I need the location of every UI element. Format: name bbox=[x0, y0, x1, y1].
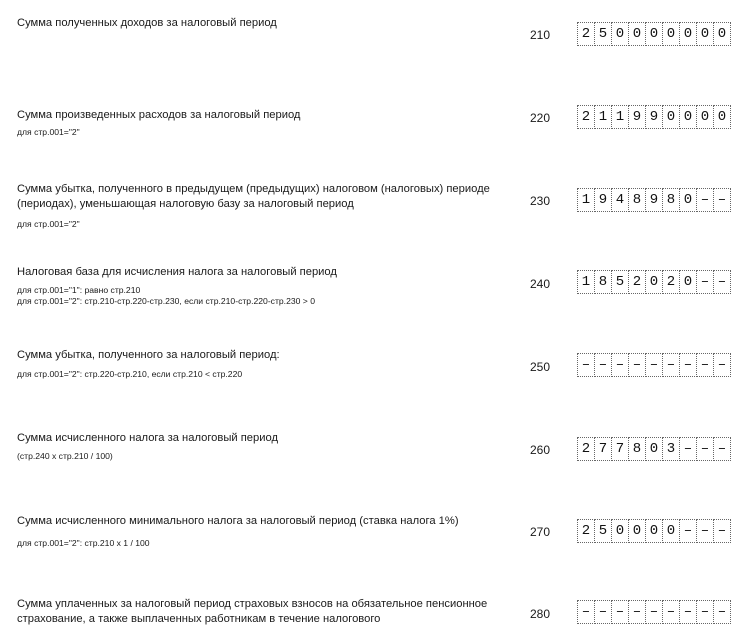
digit-cell[interactable]: – bbox=[663, 353, 680, 377]
digit-cell[interactable]: 0 bbox=[629, 519, 646, 543]
row-note: для стр.001="2": стр.210-стр.220-стр.230, если стр.210-стр.220-стр.230 > 0 bbox=[17, 296, 315, 306]
digit-cell[interactable]: 0 bbox=[646, 270, 663, 294]
value-cells[interactable] bbox=[577, 353, 731, 377]
digit-cell[interactable]: 5 bbox=[612, 270, 629, 294]
digit-cell[interactable]: 0 bbox=[646, 437, 663, 461]
line-code: 280 bbox=[530, 607, 551, 621]
digit-cell[interactable]: 2 bbox=[577, 105, 595, 129]
digit-cell[interactable]: 9 bbox=[629, 105, 646, 129]
row-title: Сумма убытка, полученного в предыдущем (предыдущих) налоговом (налоговых) периоде (периодах), уменьшающая налоговую базу за налоговый период bbox=[17, 183, 490, 210]
digit-cell[interactable]: 4 bbox=[612, 188, 629, 212]
digit-cell[interactable]: – bbox=[697, 600, 714, 624]
row-note: для стр.001="1": равно стр.210 bbox=[17, 285, 141, 295]
digit-cell[interactable]: – bbox=[680, 600, 697, 624]
digit-cell[interactable]: 0 bbox=[714, 105, 731, 129]
digit-cell[interactable]: 0 bbox=[663, 519, 680, 543]
value-cells[interactable] bbox=[577, 105, 731, 129]
digit-cell[interactable]: 9 bbox=[646, 105, 663, 129]
digit-cell[interactable]: 2 bbox=[577, 437, 595, 461]
digit-cell[interactable]: 0 bbox=[629, 22, 646, 46]
digit-cell[interactable]: 8 bbox=[629, 188, 646, 212]
digit-cell[interactable]: 1 bbox=[612, 105, 629, 129]
digit-cell[interactable]: 2 bbox=[577, 519, 595, 543]
row-note: для стр.001="2": стр.220-стр.210, если стр.210 < стр.220 bbox=[17, 369, 243, 379]
value-cells[interactable] bbox=[577, 600, 731, 624]
digit-cell[interactable]: 9 bbox=[595, 188, 612, 212]
digit-cell[interactable]: – bbox=[595, 353, 612, 377]
digit-cell[interactable]: – bbox=[697, 353, 714, 377]
digit-cell[interactable]: – bbox=[697, 270, 714, 294]
digit-cell[interactable]: 0 bbox=[663, 22, 680, 46]
digit-cell[interactable]: 0 bbox=[714, 22, 731, 46]
digit-cell[interactable]: 0 bbox=[680, 188, 697, 212]
row-title: Сумма уплаченных за налоговый период страховых взносов на обязательное пенсионное страхование, а также выплаченных работникам в течение налогового bbox=[17, 598, 488, 625]
digit-cell[interactable]: 0 bbox=[680, 105, 697, 129]
digit-cell[interactable]: 8 bbox=[629, 437, 646, 461]
digit-cell[interactable]: – bbox=[646, 353, 663, 377]
digit-cell[interactable]: 0 bbox=[663, 105, 680, 129]
digit-cell[interactable]: – bbox=[697, 437, 714, 461]
line-code: 240 bbox=[530, 277, 551, 291]
value-cells[interactable] bbox=[577, 22, 731, 46]
digit-cell[interactable]: 0 bbox=[697, 105, 714, 129]
digit-cell[interactable]: 0 bbox=[612, 519, 629, 543]
value-cells[interactable] bbox=[577, 519, 731, 543]
row-note: для стр.001="2" bbox=[17, 219, 80, 229]
row-note: для стр.001="2" bbox=[17, 127, 80, 137]
row-title: Сумма исчисленного налога за налоговый период bbox=[17, 432, 278, 444]
digit-cell[interactable]: – bbox=[697, 188, 714, 212]
line-code: 210 bbox=[530, 28, 551, 42]
digit-cell[interactable]: 8 bbox=[595, 270, 612, 294]
digit-cell[interactable]: 1 bbox=[577, 188, 595, 212]
line-code: 270 bbox=[530, 525, 551, 539]
digit-cell[interactable]: – bbox=[714, 270, 731, 294]
digit-cell[interactable]: – bbox=[577, 353, 595, 377]
value-cells[interactable] bbox=[577, 188, 731, 212]
digit-cell[interactable]: 2 bbox=[577, 22, 595, 46]
digit-cell[interactable]: 9 bbox=[646, 188, 663, 212]
digit-cell[interactable]: 0 bbox=[612, 22, 629, 46]
digit-cell[interactable]: – bbox=[680, 519, 697, 543]
row-title: Налоговая база для исчисления налога за налоговый период bbox=[17, 266, 337, 278]
digit-cell[interactable]: – bbox=[612, 353, 629, 377]
line-code: 260 bbox=[530, 443, 551, 457]
digit-cell[interactable]: 7 bbox=[612, 437, 629, 461]
digit-cell[interactable]: – bbox=[714, 353, 731, 377]
digit-cell[interactable]: 0 bbox=[646, 519, 663, 543]
digit-cell[interactable]: 7 bbox=[595, 437, 612, 461]
digit-cell[interactable]: – bbox=[714, 600, 731, 624]
digit-cell[interactable]: – bbox=[714, 519, 731, 543]
digit-cell[interactable]: – bbox=[680, 353, 697, 377]
line-code: 250 bbox=[530, 360, 551, 374]
digit-cell[interactable]: – bbox=[646, 600, 663, 624]
digit-cell[interactable]: – bbox=[680, 437, 697, 461]
digit-cell[interactable]: – bbox=[697, 519, 714, 543]
digit-cell[interactable]: – bbox=[629, 600, 646, 624]
digit-cell[interactable]: 8 bbox=[663, 188, 680, 212]
value-cells[interactable] bbox=[577, 270, 731, 294]
digit-cell[interactable]: – bbox=[714, 437, 731, 461]
digit-cell[interactable]: 0 bbox=[697, 22, 714, 46]
row-title: Сумма полученных доходов за налоговый период bbox=[17, 17, 277, 29]
digit-cell[interactable]: 5 bbox=[595, 519, 612, 543]
digit-cell[interactable]: – bbox=[663, 600, 680, 624]
digit-cell[interactable]: 1 bbox=[577, 270, 595, 294]
digit-cell[interactable]: 0 bbox=[646, 22, 663, 46]
digit-cell[interactable]: – bbox=[595, 600, 612, 624]
digit-cell[interactable]: 2 bbox=[629, 270, 646, 294]
line-code: 220 bbox=[530, 111, 551, 125]
line-code: 230 bbox=[530, 194, 551, 208]
row-title: Сумма исчисленного минимального налога за налоговый период (ставка налога 1%) bbox=[17, 515, 459, 527]
digit-cell[interactable]: – bbox=[612, 600, 629, 624]
digit-cell[interactable]: 0 bbox=[680, 22, 697, 46]
row-title: Сумма убытка, полученного за налоговый период: bbox=[17, 349, 280, 361]
row-note: (стр.240 x стр.210 / 100) bbox=[17, 451, 113, 461]
row-title: Сумма произведенных расходов за налоговый период bbox=[17, 109, 301, 121]
digit-cell[interactable]: 3 bbox=[663, 437, 680, 461]
digit-cell[interactable]: – bbox=[629, 353, 646, 377]
value-cells[interactable] bbox=[577, 437, 731, 461]
digit-cell[interactable]: – bbox=[714, 188, 731, 212]
digit-cell[interactable]: – bbox=[577, 600, 595, 624]
digit-cell[interactable]: 5 bbox=[595, 22, 612, 46]
row-note: для стр.001="2": стр.210 x 1 / 100 bbox=[17, 538, 150, 548]
digit-cell[interactable]: 2 bbox=[663, 270, 680, 294]
digit-cell[interactable]: 0 bbox=[680, 270, 697, 294]
digit-cell[interactable]: 1 bbox=[595, 105, 612, 129]
